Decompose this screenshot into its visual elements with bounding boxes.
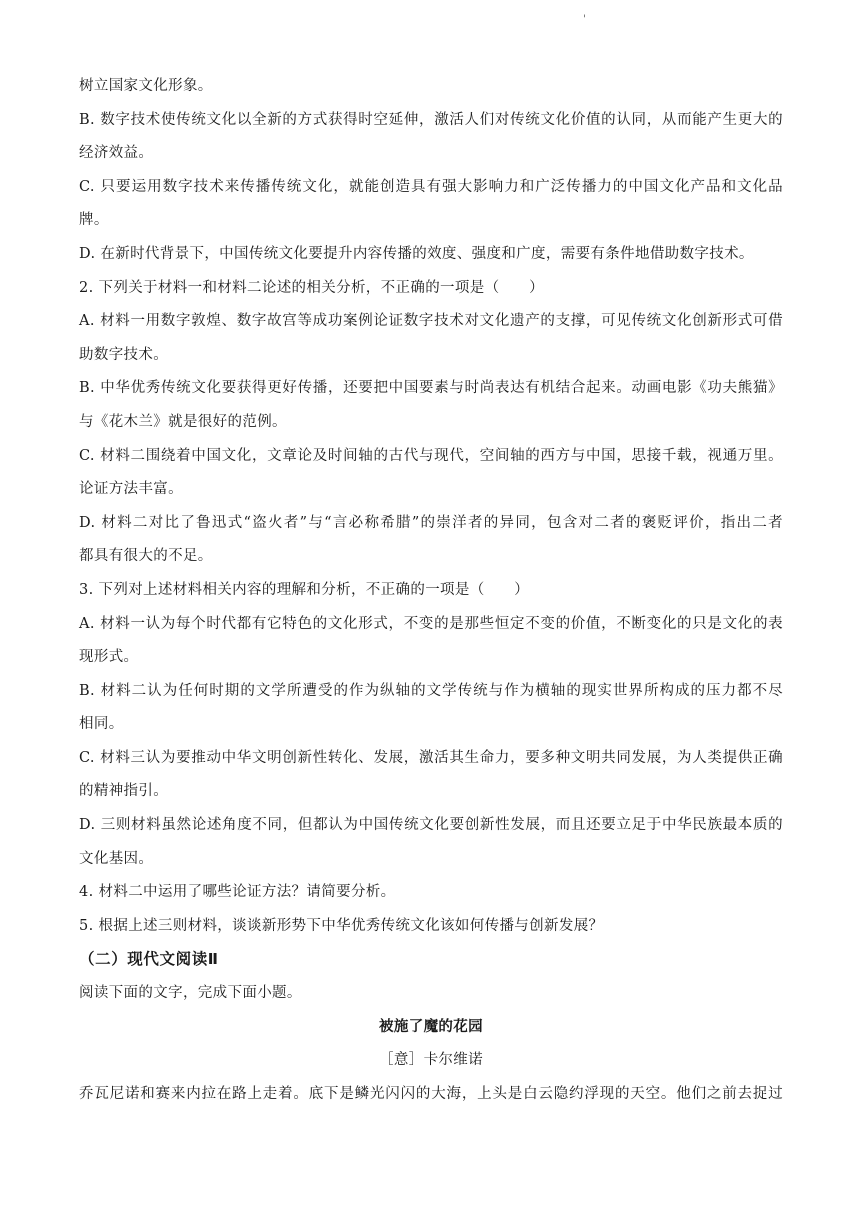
text-line: D. 三则材料虽然论述角度不同，但都认为中国传统文化要创新性发展，而且还要立足于中华民族最本质的 bbox=[79, 817, 783, 834]
text-line: B. 中华优秀传统文化要获得更好传播，还要把中国要素与时尚表达有机结合起来。动画电影《功夫熊猫》 bbox=[79, 380, 783, 397]
text-line: C. 只要运用数字技术来传播传统文化，就能创造具有强大影响力和广泛传播力的中国文化产品和文化品 bbox=[79, 178, 783, 195]
section-instruction: 阅读下面的文字，完成下面小题。 bbox=[79, 985, 302, 1002]
text-line: B. 数字技术使传统文化以全新的方式获得时空延伸，激活人们对传统文化价值的认同，从而能产生更大的 bbox=[79, 111, 783, 128]
text-line: 树立国家文化形象。 bbox=[79, 78, 213, 94]
question-4: 4. 材料二中运用了哪些论证方法？请简要分析。 bbox=[79, 884, 396, 901]
text-line: D. 在新时代背景下，中国传统文化要提升内容传播的效度、强度和广度，需要有条件地借助数字技术。 bbox=[79, 245, 754, 262]
text-line: B. 材料二认为任何时期的文学所遭受的作为纵轴的文学传统与作为横轴的现实世界所构成的压力都不尽 bbox=[79, 682, 783, 699]
text-line: A. 材料一认为每个时代都有它特色的文化形式，不变的是那些恒定不变的价值，不断变化的只是文化的表 bbox=[79, 615, 783, 632]
question-3: 3. 下列对上述材料相关内容的理解和分析，不正确的一项是（ ） bbox=[79, 581, 530, 598]
text-line: 都具有很大的不足。 bbox=[79, 548, 213, 565]
text-line: 经济效益。 bbox=[79, 145, 154, 162]
text-line: C. 材料二围绕着中国文化，文章论及时间轴的古代与现代，空间轴的西方与中国，思接千载，视通万里。 bbox=[79, 447, 783, 464]
document-body bbox=[79, 70, 783, 1111]
text-line: 现形式。 bbox=[79, 649, 139, 666]
story-author: ［意］卡尔维诺 bbox=[379, 1052, 483, 1069]
text-line: 论证方法丰富。 bbox=[79, 481, 183, 498]
text-line: 相同。 bbox=[79, 716, 124, 733]
question-5: 5. 根据上述三则材料，谈谈新形势下中华优秀传统文化该如何传播与创新发展？ bbox=[79, 917, 604, 934]
text-line: 牌。 bbox=[79, 212, 109, 229]
text-line: D. 材料二对比了鲁迅式“盗火者”与“言必称希腊”的崇洋者的异同，包含对二者的褒贬评价，指出二者 bbox=[79, 514, 783, 531]
question-2: 2. 下列关于材料一和材料二论述的相关分析，不正确的一项是（ ） bbox=[79, 279, 544, 296]
page-mark: ' bbox=[583, 14, 586, 25]
text-line: C. 材料三认为要推动中华文明创新性转化、发展，激活其生命力，要多种文明共同发展，为人类提供正确 bbox=[79, 749, 783, 766]
text-line: 文化基因。 bbox=[79, 850, 154, 867]
story-title: 被施了魔的花园 bbox=[379, 1018, 483, 1035]
text-line: 与《花木兰》就是很好的范例。 bbox=[79, 413, 287, 430]
text-line: 的精神指引。 bbox=[79, 783, 169, 800]
text-line: A. 材料一用数字敦煌、数字故宫等成功案例论证数字技术对文化遗产的支撑，可见传统文化创新形式可借 bbox=[79, 313, 783, 330]
text-line: 助数字技术。 bbox=[79, 346, 169, 363]
story-first-line: 乔瓦尼诺和赛来内拉在路上走着。底下是鳞光闪闪的大海，上头是白云隐约浮现的天空。他们之前去捉过 bbox=[79, 1085, 783, 1102]
section-heading: （二）现代文阅读Ⅱ bbox=[79, 950, 219, 969]
